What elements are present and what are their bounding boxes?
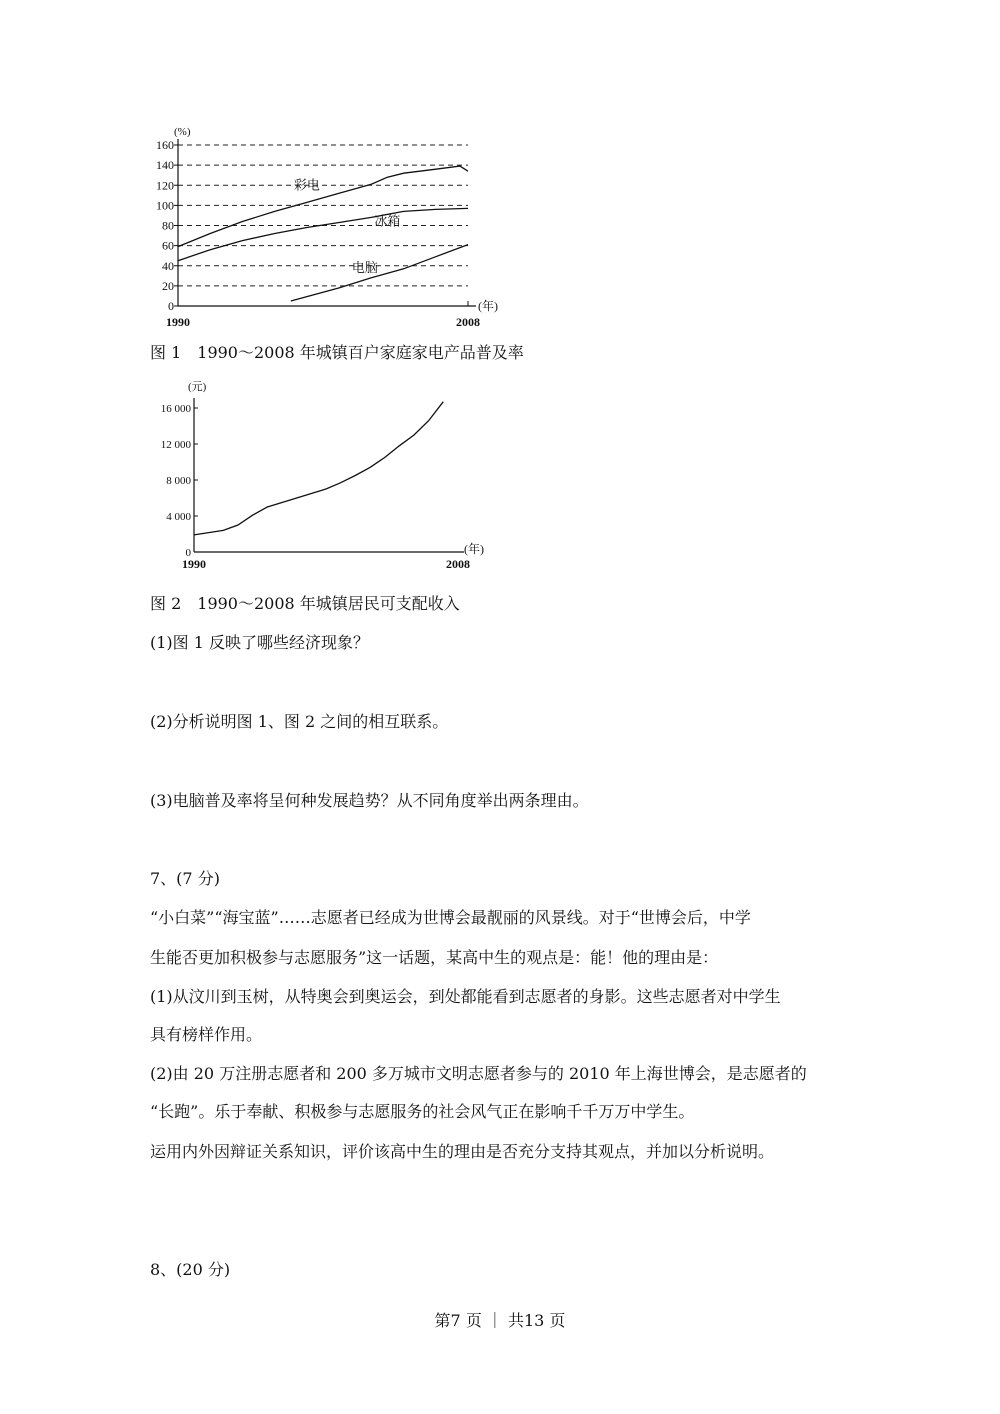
- x-tick-label: 1990: [166, 315, 190, 329]
- y-unit-label: (元): [188, 381, 207, 393]
- question-8-header: 8、(20 分): [150, 1260, 231, 1279]
- income-line: [194, 402, 443, 535]
- question-7-line: 生能否更加积极参与志愿服务”这一话题，某高中生的观点是：能！他的理由是：: [150, 948, 719, 967]
- series-line-3: [291, 245, 468, 301]
- y-tick-label: 8 000: [166, 475, 191, 487]
- y-tick-label: 160: [156, 138, 174, 152]
- series-line-2: [178, 208, 468, 260]
- question-7-line: (2)由 20 万注册志愿者和 200 多万城市文明志愿者参与的 2010 年上海世博会，是志愿者的: [150, 1064, 807, 1083]
- question-7-header: 7、(7 分): [150, 869, 220, 888]
- series-label: 冰箱: [374, 213, 401, 229]
- question-7-line: (1)从汶川到玉树，从特奥会到奥运会，到处都能看到志愿者的身影。这些志愿者对中学生: [150, 987, 781, 1006]
- question-6-1: (1)图 1 反映了哪些经济现象？: [150, 633, 370, 652]
- page-footer: 第7 页 ｜ 共13 页: [434, 1311, 566, 1330]
- y-tick-label: 120: [156, 178, 174, 193]
- question-7-line: 具有榜样作用。: [150, 1025, 263, 1044]
- y-tick-label: 12 000: [160, 439, 191, 451]
- y-tick-label: 16 000: [160, 403, 191, 415]
- y-tick-label: 40: [162, 258, 174, 273]
- question-6-2: (2)分析说明图 1、图 2 之间的相互联系。: [150, 712, 449, 731]
- series-label: 彩电: [293, 177, 320, 193]
- x-tick-label: 1990: [182, 557, 206, 571]
- question-7-prompt: 运用内外因辩证关系知识，评价该高中生的理由是否充分支持其观点，并加以分析说明。: [150, 1142, 775, 1161]
- y-tick-label: 4 000: [166, 511, 191, 523]
- figure-2-chart: [140, 375, 520, 580]
- y-tick-label: 80: [162, 218, 174, 233]
- series-line-1: [178, 166, 468, 247]
- y-tick-label: 0: [168, 299, 174, 313]
- x-tick-label: 2008: [446, 557, 470, 571]
- y-tick-label: 0: [185, 547, 191, 559]
- question-7-line: “小白菜”“海宝蓝”……志愿者已经成为世博会最靓丽的风景线。对于“世博会后，中学: [150, 908, 751, 927]
- y-unit-label: (%): [174, 126, 191, 138]
- x-unit-label: (年): [478, 299, 498, 313]
- y-tick-label: 60: [162, 238, 174, 253]
- y-tick-label: 20: [162, 278, 174, 293]
- x-tick-label: 2008: [456, 315, 480, 329]
- figure-1-chart: [140, 120, 520, 330]
- question-7-line: “长跑”。乐于奉献、积极参与志愿服务的社会风气正在影响千千万万中学生。: [150, 1102, 695, 1121]
- figure-1-caption: 图 1 1990～2008 年城镇百户家庭家电产品普及率: [150, 343, 524, 362]
- series-label: 电脑: [351, 259, 378, 275]
- y-tick-label: 100: [156, 198, 174, 213]
- figure-2-caption: 图 2 1990～2008 年城镇居民可支配收入: [150, 594, 460, 613]
- figure-1-svg: [140, 120, 520, 330]
- figure-2-svg: [140, 375, 520, 580]
- question-6-3: (3)电脑普及率将呈何种发展趋势？从不同角度举出两条理由。: [150, 791, 589, 810]
- y-tick-label: 140: [156, 158, 174, 173]
- x-unit-label: (年): [464, 542, 484, 556]
